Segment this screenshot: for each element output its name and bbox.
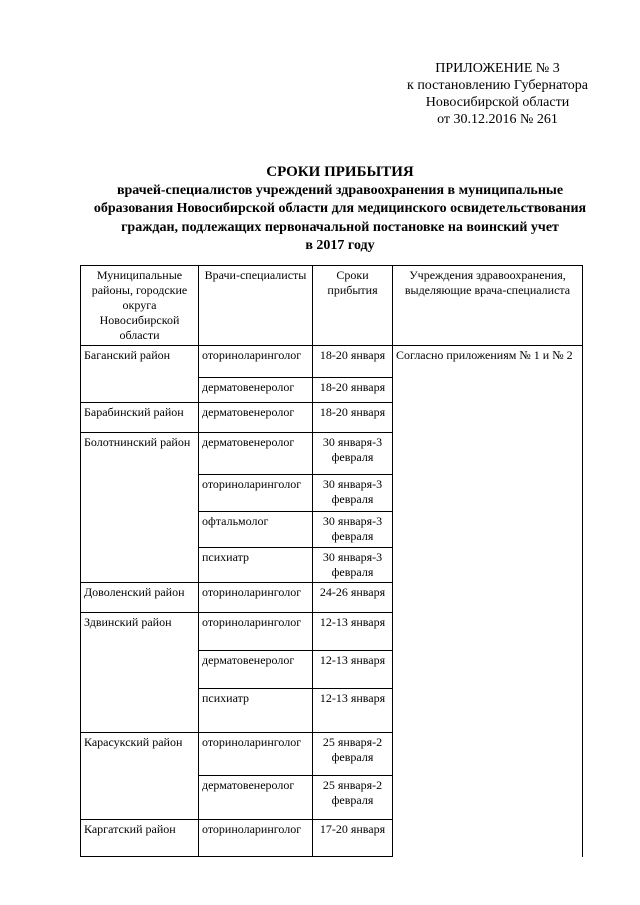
heading-line-3: граждан, подлежащих первоначальной постановке на воинский учет [121,219,559,235]
header-dates: Сроки прибытия [313,266,393,346]
dates-cell: 30 января-3 февраля [313,548,393,583]
district-cell: Доволенский район [81,583,199,613]
district-cell: Каргатский район [81,820,199,857]
appendix-region: Новосибирской области [425,95,570,110]
schedule-table [80,265,583,857]
district-cell: Барабинский район [81,403,199,433]
document-title: СРОКИ ПРИБЫТИЯ [266,164,414,180]
specialist-cell: оториноларинголог [199,613,313,651]
specialist-cell: оториноларинголог [199,475,313,512]
dates-cell: 25 января-2 февраля [313,733,393,776]
header-institution: Учреждения здравоохранения, выделяющие врача-специалиста [393,266,583,346]
specialist-cell: оториноларинголог [199,820,313,857]
appendix-number: ПРИЛОЖЕНИЕ № 3 [435,61,560,76]
specialist-cell: оториноларинголог [199,583,313,613]
appendix-date: от 30.12.2016 № 261 [437,112,558,127]
dates-cell: 18-20 января [313,346,393,378]
specialist-cell: дерматовенеролог [199,433,313,475]
dates-cell: 30 января-3 февраля [313,475,393,512]
dates-cell: 30 января-3 февраля [313,512,393,548]
dates-cell: 18-20 января [313,378,393,403]
dates-cell: 25 января-2 февраля [313,776,393,820]
table-row [81,346,583,378]
specialist-cell: психиатр [199,689,313,733]
dates-cell: 12-13 января [313,689,393,733]
heading-line-2: образования Новосибирской области для медицинского освидетельствования [93,201,587,216]
dates-cell: 12-13 января [313,651,393,689]
document-heading [60,163,620,256]
district-cell: Здвинский район [81,613,199,733]
heading-line-4: в 2017 году [305,238,375,253]
dates-cell: 17-20 января [313,820,393,857]
dates-cell: 12-13 января [313,613,393,651]
specialist-cell: дерматовенеролог [199,776,313,820]
header-specialist: Врачи-специалисты [199,266,313,346]
district-cell: Болотнинский район [81,433,199,583]
specialist-cell: психиатр [199,548,313,583]
specialist-cell: дерматовенеролог [199,378,313,403]
table-body [81,346,583,857]
dates-cell: 18-20 января [313,403,393,433]
appendix-block [390,60,605,128]
district-cell: Баганский район [81,346,199,403]
dates-cell: 30 января-3 февраля [313,433,393,475]
table-header-row [81,266,583,346]
specialist-cell: оториноларинголог [199,733,313,776]
header-district: Муниципальные районы, городские округа Новосибирской области [81,266,199,346]
specialist-cell: оториноларинголог [199,346,313,378]
specialist-cell: дерматовенеролог [199,403,313,433]
heading-line-1: врачей-специалистов учреждений здравоохранения в муниципальные [116,182,564,198]
district-cell: Карасукский район [81,733,199,820]
dates-cell: 24-26 января [313,583,393,613]
institution-cell: Согласно приложениям № 1 и № 2 [393,346,583,857]
appendix-decree: к постановлению Губернатора [407,78,588,93]
specialist-cell: офтальмолог [199,512,313,548]
specialist-cell: дерматовенеролог [199,651,313,689]
